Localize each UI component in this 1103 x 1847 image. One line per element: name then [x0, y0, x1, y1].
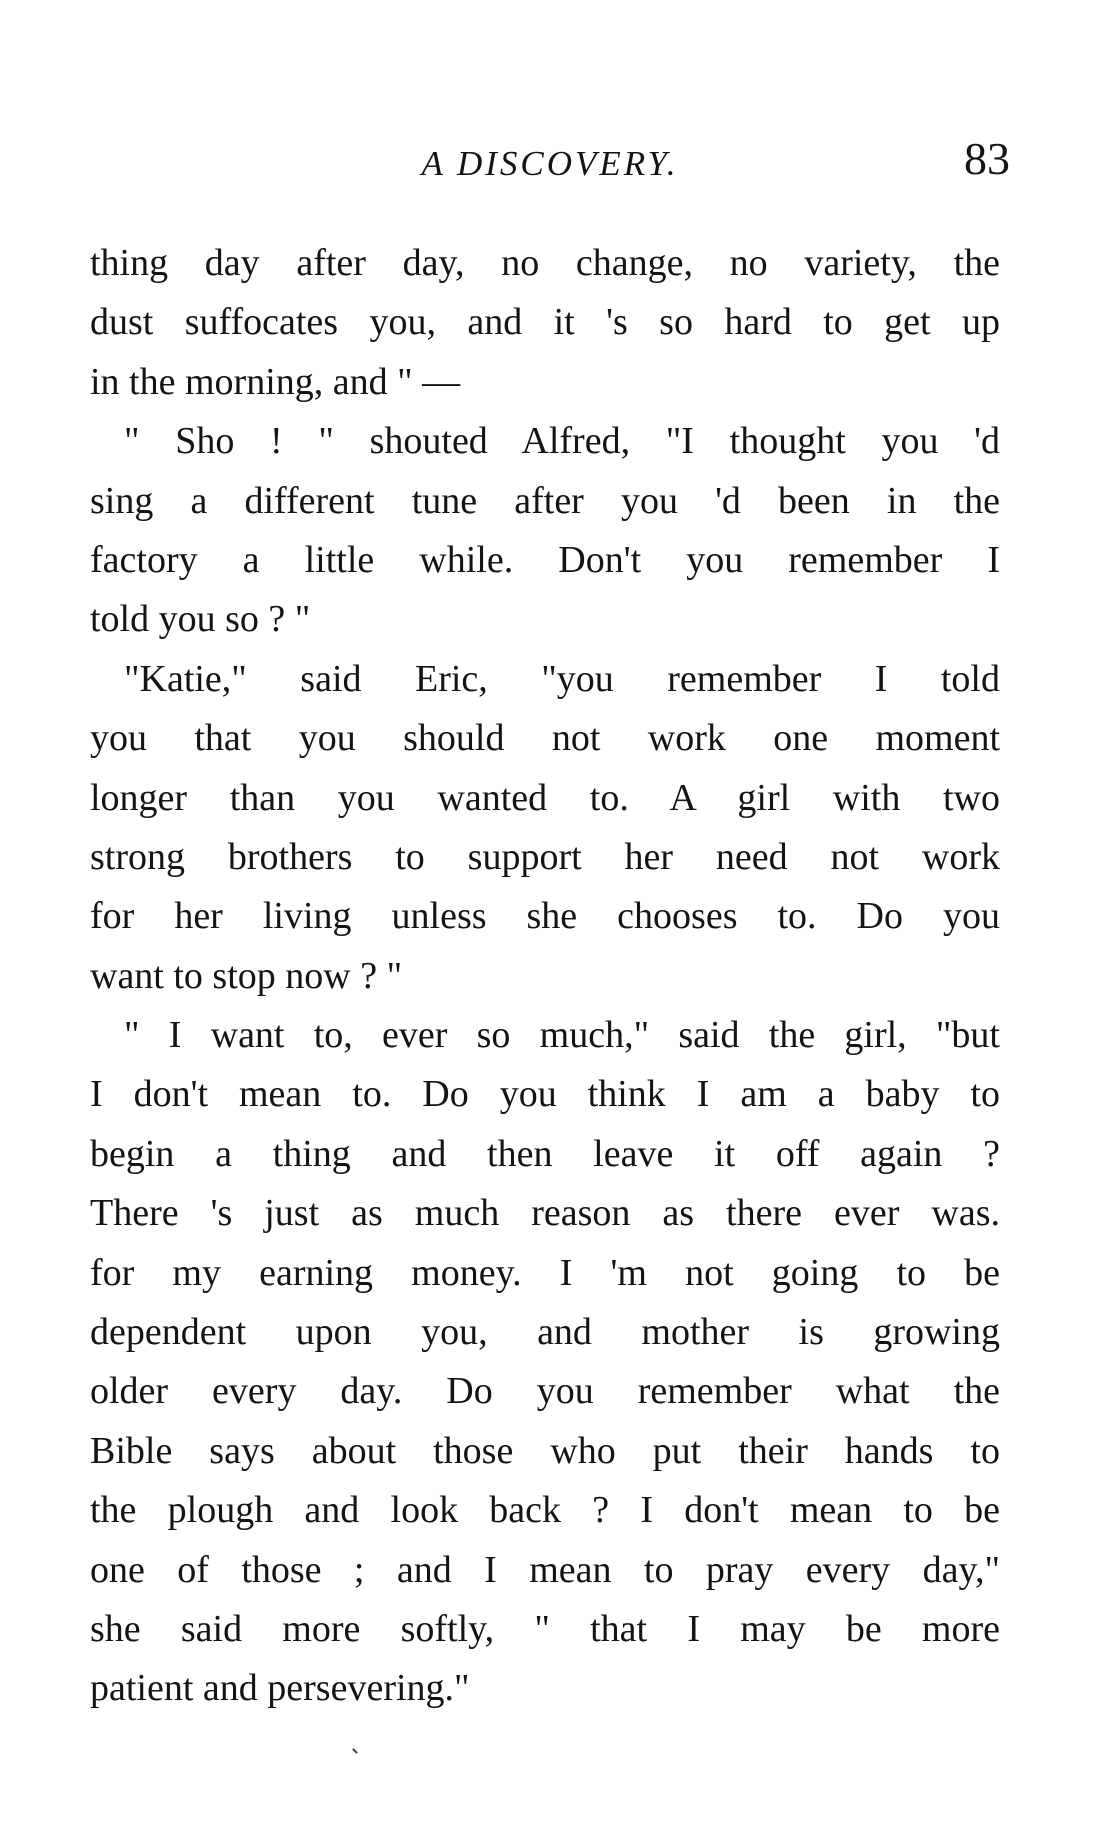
text-line: for my earning money. I 'm not going to be	[90, 1251, 1000, 1294]
text-line: strong brothers to support her need not work	[90, 835, 1000, 878]
text-line: "Katie," said Eric, "you remember I told	[124, 657, 1000, 700]
text-line: factory a little while. Don't you remember I	[90, 538, 1000, 581]
text-line: longer than you wanted to. A girl with two	[90, 776, 1000, 819]
text-line: sing a different tune after you 'd been in the	[90, 479, 1000, 522]
text-line: told you so ? "	[90, 598, 311, 641]
text-line: " Sho ! " shouted Alfred, "I thought you 'd	[124, 420, 1000, 463]
running-head	[90, 128, 1010, 188]
text-line: I don't mean to. Do you think I am a baby to	[90, 1073, 1000, 1116]
text-line: the plough and look back ? I don't mean to be	[90, 1489, 1000, 1532]
body-text	[90, 234, 1000, 1719]
text-line: one of those ; and I mean to pray every day,"	[90, 1548, 1000, 1591]
page-number: 83	[964, 133, 1010, 184]
text-line: Bible says about those who put their hands to	[90, 1429, 1000, 1472]
text-line: " I want to, ever so much," said the girl, "but	[124, 1014, 1000, 1057]
text-line: older every day. Do you remember what the	[90, 1370, 1000, 1413]
text-line: for her living unless she chooses to. Do you	[90, 895, 1000, 938]
text-line: you that you should not work one moment	[90, 717, 1000, 760]
text-line: she said more softly, " that I may be more	[90, 1607, 1000, 1650]
text-line: in the morning, and " —	[90, 360, 461, 403]
text-line: thing day after day, no change, no variety, the	[90, 242, 1000, 284]
text-line: dependent upon you, and mother is growing	[90, 1311, 1000, 1354]
text-line: begin a thing and then leave it off again ?	[90, 1132, 1000, 1175]
running-title: A DISCOVERY.	[421, 144, 679, 183]
text-line: patient and persevering."	[90, 1667, 470, 1710]
print-speck	[352, 1748, 358, 1754]
text-line: want to stop now ? "	[90, 954, 403, 997]
text-line: dust suffocates you, and it 's so hard to get up	[90, 301, 1000, 344]
text-line: There 's just as much reason as there ever was.	[90, 1192, 1000, 1235]
